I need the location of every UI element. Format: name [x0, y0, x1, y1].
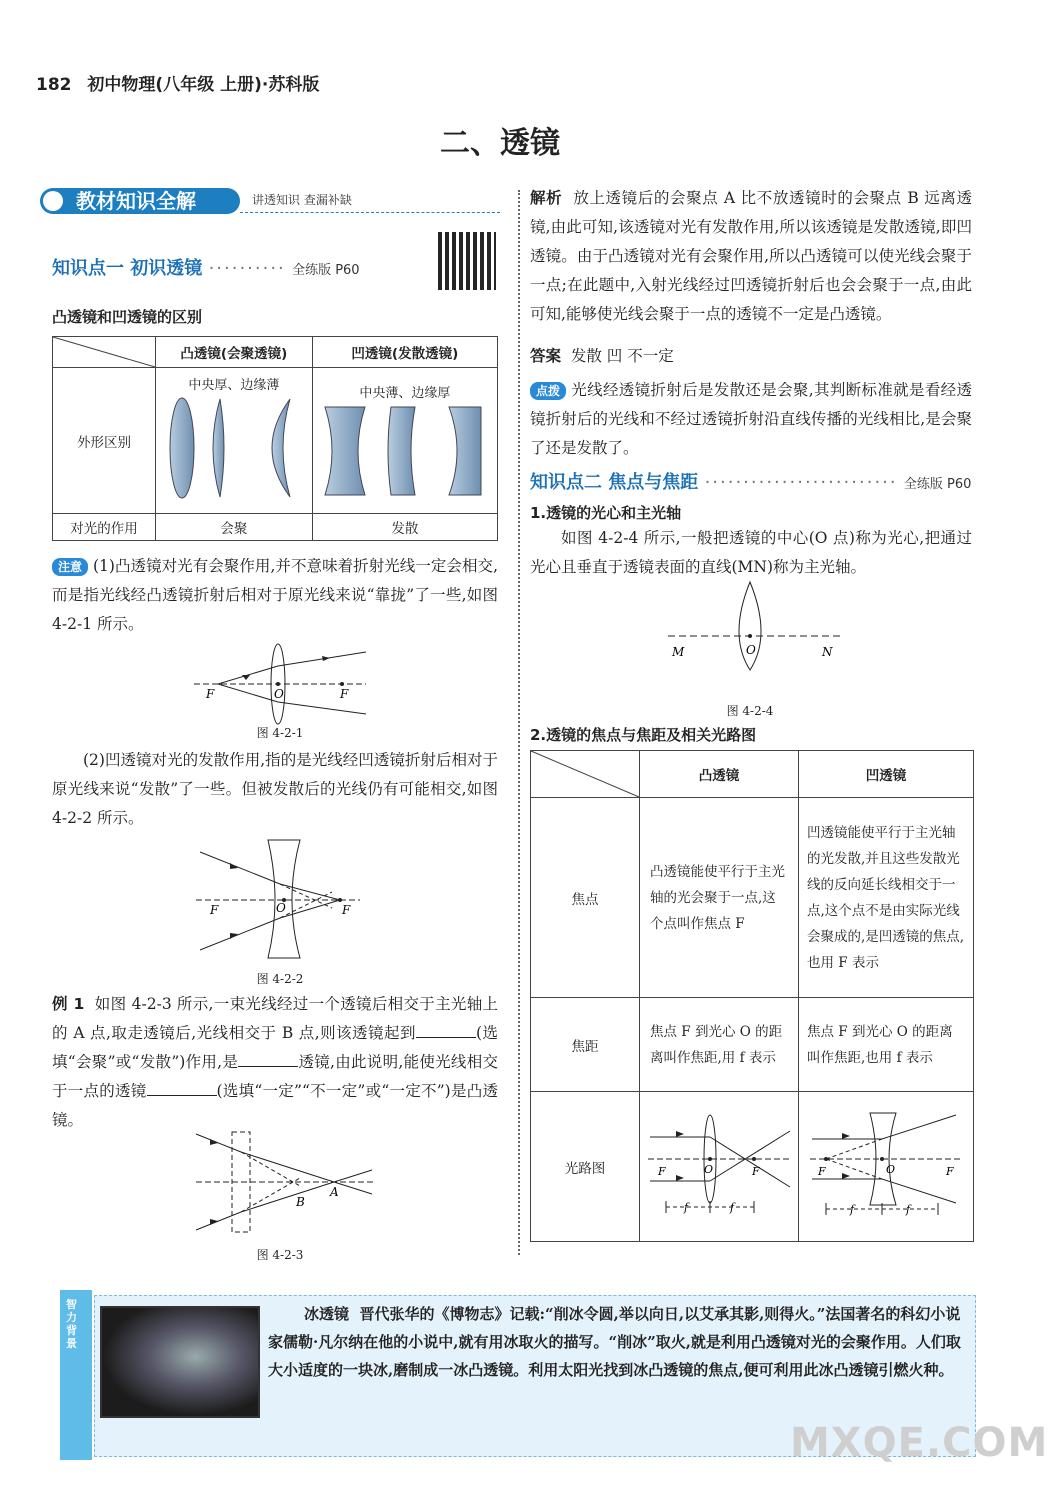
convex-lens-shapes-icon — [158, 393, 310, 505]
table1-corner — [53, 337, 156, 368]
table2-col-concave: 凹透镜 — [799, 751, 974, 798]
table2-convex-focus: 凸透镜能使平行于主光轴的光会聚于一点,这个点叫作焦点 F — [640, 798, 799, 998]
table1-convex-shapes — [156, 368, 313, 514]
example-1: 例 1 如图 4-2-3 所示,一束光线经过一个透镜后相交于主光轴上的 A 点,取走透镜后,光线相交于 B 点,则该透镜起到 (选填“会聚”或“发散”)作用,是 透镜,由此说明,能使光线相交于一点的透镜 (选填“一定”“不一定”或“一定不”)是凸透镜。 — [52, 995, 499, 1129]
table1-row-effect: 对光的作用 — [53, 514, 156, 541]
note-paragraph-1: 注意 (1)凸透镜对光有会聚作用,并不意味着折射光线一定会相交,而是指光线经凸透镜折射后相对于原光线来说“靠拢”了一些,如图 4-2-1 所示。 — [52, 557, 499, 633]
table1-convex-effect: 会聚 — [156, 514, 313, 541]
table1-concave-shapes — [312, 368, 497, 514]
kp2-ref: 全练版 P60 — [903, 477, 972, 492]
figure-4-2-4 — [664, 578, 844, 674]
fig423-a: A — [330, 1185, 339, 1199]
tip-tag: 点拨 — [530, 382, 566, 400]
path-convex-f-right: F — [752, 1164, 760, 1178]
table2-convex-path — [640, 1092, 799, 1242]
table1-col-convex: 凸透镜(会聚透镜) — [156, 337, 313, 368]
fig424-o: O — [746, 643, 756, 657]
fig421-caption: 图 4-2-1 — [256, 726, 304, 740]
lens-comparison-table — [52, 336, 498, 541]
path-concave-f-left: F — [818, 1164, 826, 1178]
focus-table — [530, 750, 974, 1242]
sub2-heading: 2.透镜的焦点与焦距及相关光路图 — [530, 726, 757, 744]
table2-corner — [531, 751, 640, 798]
convex-light-path-diagram — [644, 1105, 794, 1225]
table2-row-focus: 焦点 — [531, 798, 640, 998]
section-banner-sub: 讲透知识 查漏补缺 — [252, 193, 352, 207]
table2-concave-path — [799, 1092, 974, 1242]
knowledge-point-1: 知识点一 初识透镜 ·········· 全练版 P60 — [52, 258, 360, 279]
table2-convex-focal: 焦点 F 到光心 O 的距离叫作焦距,用 f 表示 — [640, 998, 799, 1092]
blank-2[interactable] — [238, 1050, 298, 1067]
speaker-icon — [43, 191, 63, 211]
background-knowledge-text: 冰透镜 晋代张华的《博物志》记载:“削冰令圆,举以向日,以艾承其影,则得火。”法国著名的科幻小说家儒勒·凡尔纳在他的小说中,就有用冰取火的描写。“削冰”取火,就是利用凸透镜对光的会聚作用。人们取大小适度的一块冰,磨制成一冰凸透镜。利用太阳光找到冰凸透镜的焦点,便可利用此冰凸透镜引燃火种。 — [268, 1305, 961, 1379]
section-banner-label: 教材知识全解 — [40, 188, 240, 214]
fig423-b: B — [296, 1195, 305, 1209]
table2-concave-focus: 凹透镜能使平行于主光轴的光发散,并且这些发散光线的反向延长线相交于一点,这个点不是由实际光线会聚成的,是凹透镜的焦点,也用 F 表示 — [799, 798, 974, 998]
section-banner — [40, 188, 500, 218]
fig421-f-left: F — [206, 687, 215, 701]
qr-code-icon[interactable] — [438, 232, 496, 290]
path-concave-f2: f — [906, 1202, 911, 1216]
kp1-ref: 全练版 P60 — [292, 263, 360, 278]
fig423-caption: 图 4-2-3 — [256, 1248, 304, 1262]
bottom-title: 冰透镜 — [304, 1305, 350, 1323]
running-header — [36, 70, 319, 95]
blank-3[interactable] — [147, 1079, 217, 1096]
path-convex-f2: f — [730, 1200, 735, 1214]
analysis-label: 解析 — [530, 189, 563, 207]
table2-row-path: 光路图 — [531, 1092, 640, 1242]
path-convex-f-left: F — [658, 1164, 666, 1178]
note-tag: 注意 — [52, 558, 88, 576]
blank-1[interactable] — [416, 1021, 476, 1038]
ice-lens-photo — [100, 1306, 260, 1418]
table1-row-shape: 外形区别 — [53, 368, 156, 514]
figure-4-2-1 — [190, 636, 370, 718]
table1-col-concave: 凹透镜(发散透镜) — [312, 337, 497, 368]
column-divider — [518, 190, 520, 1255]
table1-heading: 凸透镜和凹透镜的区别 — [52, 308, 203, 326]
sub1-heading: 1.透镜的光心和主光轴 — [530, 504, 682, 522]
table2-concave-focal: 焦点 F 到光心 O 的距离叫作焦距,也用 f 表示 — [799, 998, 974, 1092]
concave-lens-shapes-icon — [315, 401, 495, 501]
section-banner-line — [240, 212, 500, 213]
fig424-m: M — [672, 645, 685, 659]
answer-line: 答案 发散 凹 不一定 — [530, 347, 674, 365]
side-label: 智力背景 — [66, 1298, 77, 1350]
concave-desc: 中央薄、边缘厚 — [359, 386, 451, 401]
tip-paragraph: 点拨 光线经透镜折射后是发散还是会聚,其判断标准就是看经透镜折射后的光线和不经过透镜折射沿直线传播的光线相比,是会聚了还是发散了。 — [530, 381, 972, 457]
figure-4-2-2 — [192, 834, 364, 964]
example-label: 例 1 — [52, 995, 85, 1013]
path-convex-o: O — [704, 1162, 714, 1176]
table2-col-convex: 凸透镜 — [640, 751, 799, 798]
note-paragraph-2: (2)凹透镜对光的发散作用,指的是光线经凹透镜折射后相对于原光线来说“发散”了一些。但被发散后的光线仍有可能相交,如图 4-2-2 所示。 — [52, 751, 498, 827]
watermark: MXQE.COM — [790, 1420, 1048, 1466]
figure-4-2-3 — [192, 1128, 378, 1238]
analysis-paragraph: 解析 放上透镜后的会聚点 A 比不放透镜时的会聚点 B 远离透镜,由此可知,该透镜对光有发散作用,所以该透镜是发散透镜,即凹透镜。由于凸透镜对光有会聚作用,所以凸透镜可以使光线会聚于一点;在此题中,入射光线经过凹透镜折射后也会会聚于一点,由此可知,能够使光线会聚于一点的透镜不一定是凸透镜。 — [530, 189, 972, 323]
fig422-f-left: F — [210, 903, 219, 917]
page-number: 182 — [36, 75, 72, 95]
page-title: 二、透镜 — [440, 126, 560, 161]
fig422-o: O — [276, 901, 286, 915]
path-concave-o: O — [886, 1162, 896, 1176]
fig421-f-right: F — [340, 687, 349, 701]
path-convex-f1: f — [684, 1200, 689, 1214]
sub1-text: 如图 4-2-4 所示,一般把透镜的中心(O 点)称为光心,把通过光心且垂直于透镜表面的直线(MN)称为主光轴。 — [530, 529, 972, 576]
path-concave-f1: f — [850, 1202, 855, 1216]
fig424-caption: 图 4-2-4 — [726, 704, 774, 718]
knowledge-point-2: 知识点二 焦点与焦距 ························· 全练版 P60 — [530, 472, 972, 493]
path-concave-f-right: F — [946, 1164, 954, 1178]
convex-desc: 中央厚、边缘薄 — [188, 378, 280, 393]
table1-concave-effect: 发散 — [312, 514, 497, 541]
answer-label: 答案 — [530, 347, 562, 365]
fig421-o: O — [274, 687, 284, 701]
concave-light-path-diagram — [806, 1105, 966, 1225]
fig422-caption: 图 4-2-2 — [256, 972, 304, 986]
fig424-n: N — [822, 645, 833, 659]
book-title: 初中物理(八年级 上册)·苏科版 — [87, 75, 320, 95]
fig422-f-right: F — [342, 903, 351, 917]
table2-row-focal: 焦距 — [531, 998, 640, 1092]
